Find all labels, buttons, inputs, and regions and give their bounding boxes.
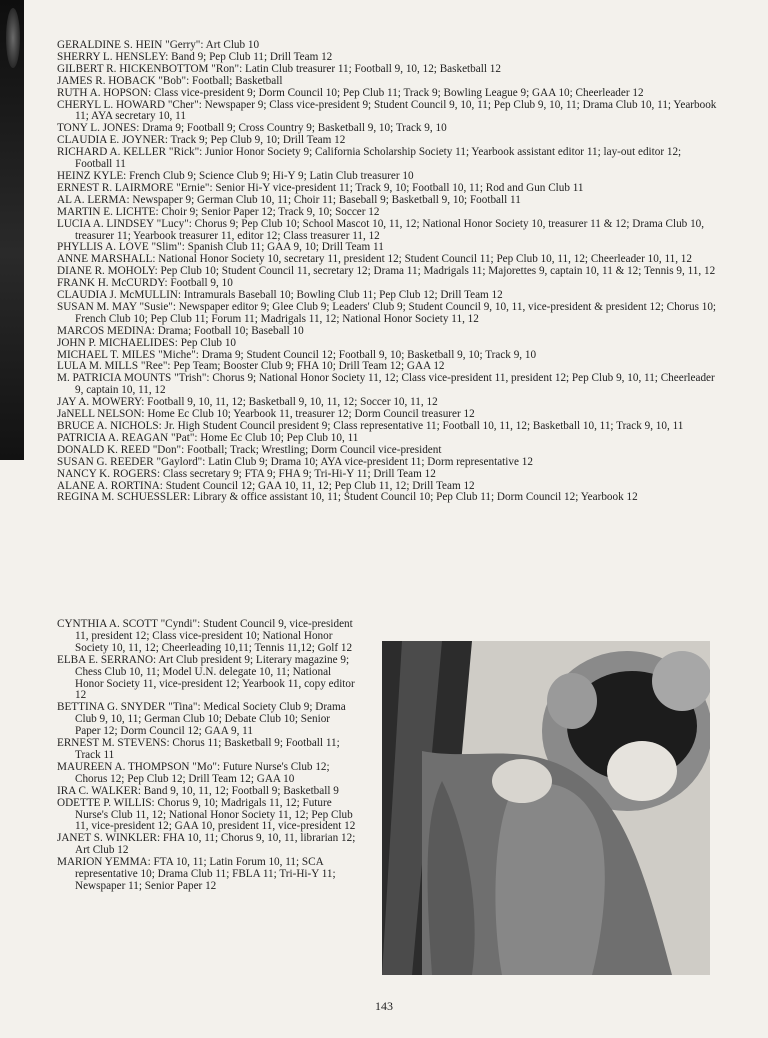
- student-entry: JOHN P. MICHAELIDES: Pep Club 10: [57, 336, 237, 349]
- student-entry: BETTINA G. SNYDER "Tina": Medical Society Club 9; Drama Club 9, 10, 11; German Club 10; Debate Club 10; Senior Paper 12; Dorm Council 12; GAA 9, 11: [57, 701, 346, 738]
- student-entry: M. PATRICIA MOUNTS "Trish": Chorus 9; National Honor Society 11, 12; Class vice-president 11, president 12; Pep Club 9, 10, 11; Cheerleader 9, captain 10, 11, 12: [57, 372, 715, 397]
- student-entry: FRANK H. McCURDY: Football 9, 10: [57, 277, 233, 290]
- student-entry: IRA C. WALKER: Band 9, 10, 11, 12; Football 9; Basketball 9: [57, 784, 339, 797]
- student-entry: CLAUDIA E. JOYNER: Track 9; Pep Club 9, 10; Drill Team 12: [57, 134, 346, 147]
- student-entry: AL A. LERMA: Newspaper 9; German Club 10, 11; Choir 11; Baseball 9; Basketball 9, 10; Football 11: [57, 193, 521, 206]
- student-entry: PATRICIA A. REAGAN "Pat": Home Ec Club 10; Pep Club 10, 11: [57, 431, 359, 444]
- student-entry: CLAUDIA J. McMULLIN: Intramurals Baseball 10; Bowling Club 11; Pep Club 12; Drill Team 12: [57, 289, 503, 302]
- student-entry: CHERYL L. HOWARD "Cher": Newspaper 9; Class vice-president 9; Student Council 9, 10, 11; Pep Club 9, 10, 11; Drama Club 10, 11; Yearbook 11; AYA secretary 10, 11: [57, 98, 717, 123]
- student-entry: MAUREEN A. THOMPSON "Mo": Future Nurse's Club 12; Chorus 12; Pep Club 12; Drill Team 12; GAA 10: [57, 760, 330, 785]
- student-entry: JaNELL NELSON: Home Ec Club 10; Yearbook 11, treasurer 12; Dorm Council treasurer 12: [57, 408, 475, 421]
- student-entry: NANCY K. ROGERS: Class secretary 9; FTA 9; FHA 9; Tri-Hi-Y 11; Drill Team 12: [57, 467, 436, 480]
- student-entry: BRUCE A. NICHOLS: Jr. High Student Council president 9; Class representative 11; Football 10, 11, 12; Basketball 10, 11; Track 9, 10, 11: [57, 420, 684, 432]
- senior-activities-list-top: [57, 40, 717, 504]
- student-entry: JAY A. MOWERY: Football 9, 10, 11, 12; Basketball 9, 10, 11, 12; Soccer 10, 11, 12: [57, 396, 438, 409]
- student-entry: TONY L. JONES: Drama 9; Football 9; Cross Country 9; Basketball 9, 10; Track 9, 10: [57, 122, 447, 135]
- senior-activities-list-bottom: [57, 619, 357, 893]
- student-entry: SUSAN M. MAY "Susie": Newspaper editor 9; Glee Club 9; Leaders' Club 9; Student Council 9, 10, 11, vice-president & president 12; Chorus 10; French Club 10; Pep Club 11; Forum 11; Madrigals 11, 12; National Honor Society 11, 12: [57, 300, 717, 325]
- student-entry: ERNEST R. LAIRMORE "Ernie": Senior Hi-Y vice-president 11; Track 9, 10; Football 10, 11; Rod and Gun Club 11: [57, 181, 584, 194]
- student-entry: DONALD K. REED "Don": Football; Track; Wrestling; Dorm Council vice-president: [57, 443, 442, 456]
- student-entry: ELBA E. SERRANO: Art Club president 9; Literary magazine 9; Chess Club 10, 11; Model U.N. delegate 10, 11; National Honor Society 11, vice-president 12; Yearbook 11, copy editor 12: [57, 653, 355, 702]
- student-entry: REGINA M. SCHUESSLER: Library & office assistant 10, 11; Student Council 10; Pep Club 11; Dorm Council 12; Yearbook 12: [57, 491, 638, 504]
- student-entry: SHERRY L. HENSLEY: Band 9; Pep Club 11; Drill Team 12: [57, 50, 333, 63]
- left-edge-photo-strip: [0, 0, 24, 460]
- page-number: 143: [375, 999, 393, 1013]
- student-entry: MARION YEMMA: FTA 10, 11; Latin Forum 10, 11; SCA representative 10; Drama Club 11; FBLA 11; Tri-Hi-Y 11; Newspaper 11; Senior Paper 12: [57, 856, 336, 892]
- student-entry: GILBERT R. HICKENBOTTOM "Ron": Latin Club treasurer 11; Football 9, 10, 12; Basketball 12: [57, 62, 501, 75]
- student-entry: RICHARD A. KELLER "Rick": Junior Honor Society 9; California Scholarship Society 11; Yearbook assistant editor 11; lay-out editor 12; Football 11: [57, 146, 682, 171]
- student-entry: RUTH A. HOPSON: Class vice-president 9; Dorm Council 10; Pep Club 11; Track 9; Bowling League 9; GAA 10; Cheerleader 12: [57, 86, 644, 99]
- student-photo: [382, 641, 710, 975]
- student-entry: MARCOS MEDINA: Drama; Football 10; Baseball 10: [57, 324, 304, 337]
- student-entry: LULA M. MILLS "Ree": Pep Team; Booster Club 9; FHA 10; Drill Team 12; GAA 12: [57, 360, 445, 373]
- student-entry: ALANE A. RORTINA: Student Council 12; GAA 10, 11, 12; Pep Club 11, 12; Drill Team 12: [57, 479, 475, 492]
- student-entry: JANET S. WINKLER: FHA 10, 11; Chorus 9, 10, 11, librarian 12; Art Club 12: [57, 832, 356, 857]
- student-entry: ODETTE P. WILLIS: Chorus 9, 10; Madrigals 11, 12; Future Nurse's Club 11, 12; National Honor Society 11, 12; Pep Club 11, vice-president 12; GAA 10, president 11, vice-president 12: [57, 796, 356, 833]
- student-entry: JAMES R. HOBACK "Bob": Football; Basketball: [57, 74, 283, 87]
- student-entry: MICHAEL T. MILES "Miche": Drama 9; Student Council 12; Football 9, 10; Basketball 9, 10; Track 9, 10: [57, 348, 537, 361]
- student-entry: CYNTHIA A. SCOTT "Cyndi": Student Council 9, vice-president 11, president 12; Class vice-president 10; National Honor Society 10, 11, 12; Cheerleading 10,11; Tennis 11,12; Golf 12: [57, 618, 353, 654]
- student-entry: DIANE R. MOHOLY: Pep Club 10; Student Council 11, secretary 12; Drama 11; Madrigals 11; Majorettes 9, captain 10, 11 & 12; Tennis 9, 11, 12: [57, 265, 716, 278]
- student-entry: GERALDINE S. HEIN "Gerry": Art Club 10: [57, 39, 260, 51]
- student-entry: PHYLLIS A. LOVE "Slim": Spanish Club 11; GAA 9, 10; Drill Team 11: [57, 241, 384, 254]
- student-entry: ANNE MARSHALL: National Honor Society 10, secretary 11, president 12; Student Council 11; Pep Club 10, 11, 12; Cheerleader 10, 11, 12: [57, 253, 692, 266]
- student-entry: ERNEST M. STEVENS: Chorus 11; Basketball 9; Football 11; Track 11: [57, 737, 340, 761]
- student-entry: HEINZ KYLE: French Club 9; Science Club 9; Hi-Y 9; Latin Club treasurer 10: [57, 169, 414, 182]
- student-entry: LUCIA A. LINDSEY "Lucy": Chorus 9; Pep Club 10; School Mascot 10, 11, 12; National Honor Society 10, treasurer 11 & 12; Drama Club 10, treasurer 11; Yearbook treasurer 11, editor 12; Class treasurer 11, 12: [57, 217, 705, 242]
- student-entry: SUSAN G. REEDER "Gaylord": Latin Club 9; Drama 10; AYA vice-president 11; Dorm representative 12: [57, 455, 533, 468]
- student-entry: MARTIN E. LICHTE: Choir 9; Senior Paper 12; Track 9, 10; Soccer 12: [57, 205, 380, 218]
